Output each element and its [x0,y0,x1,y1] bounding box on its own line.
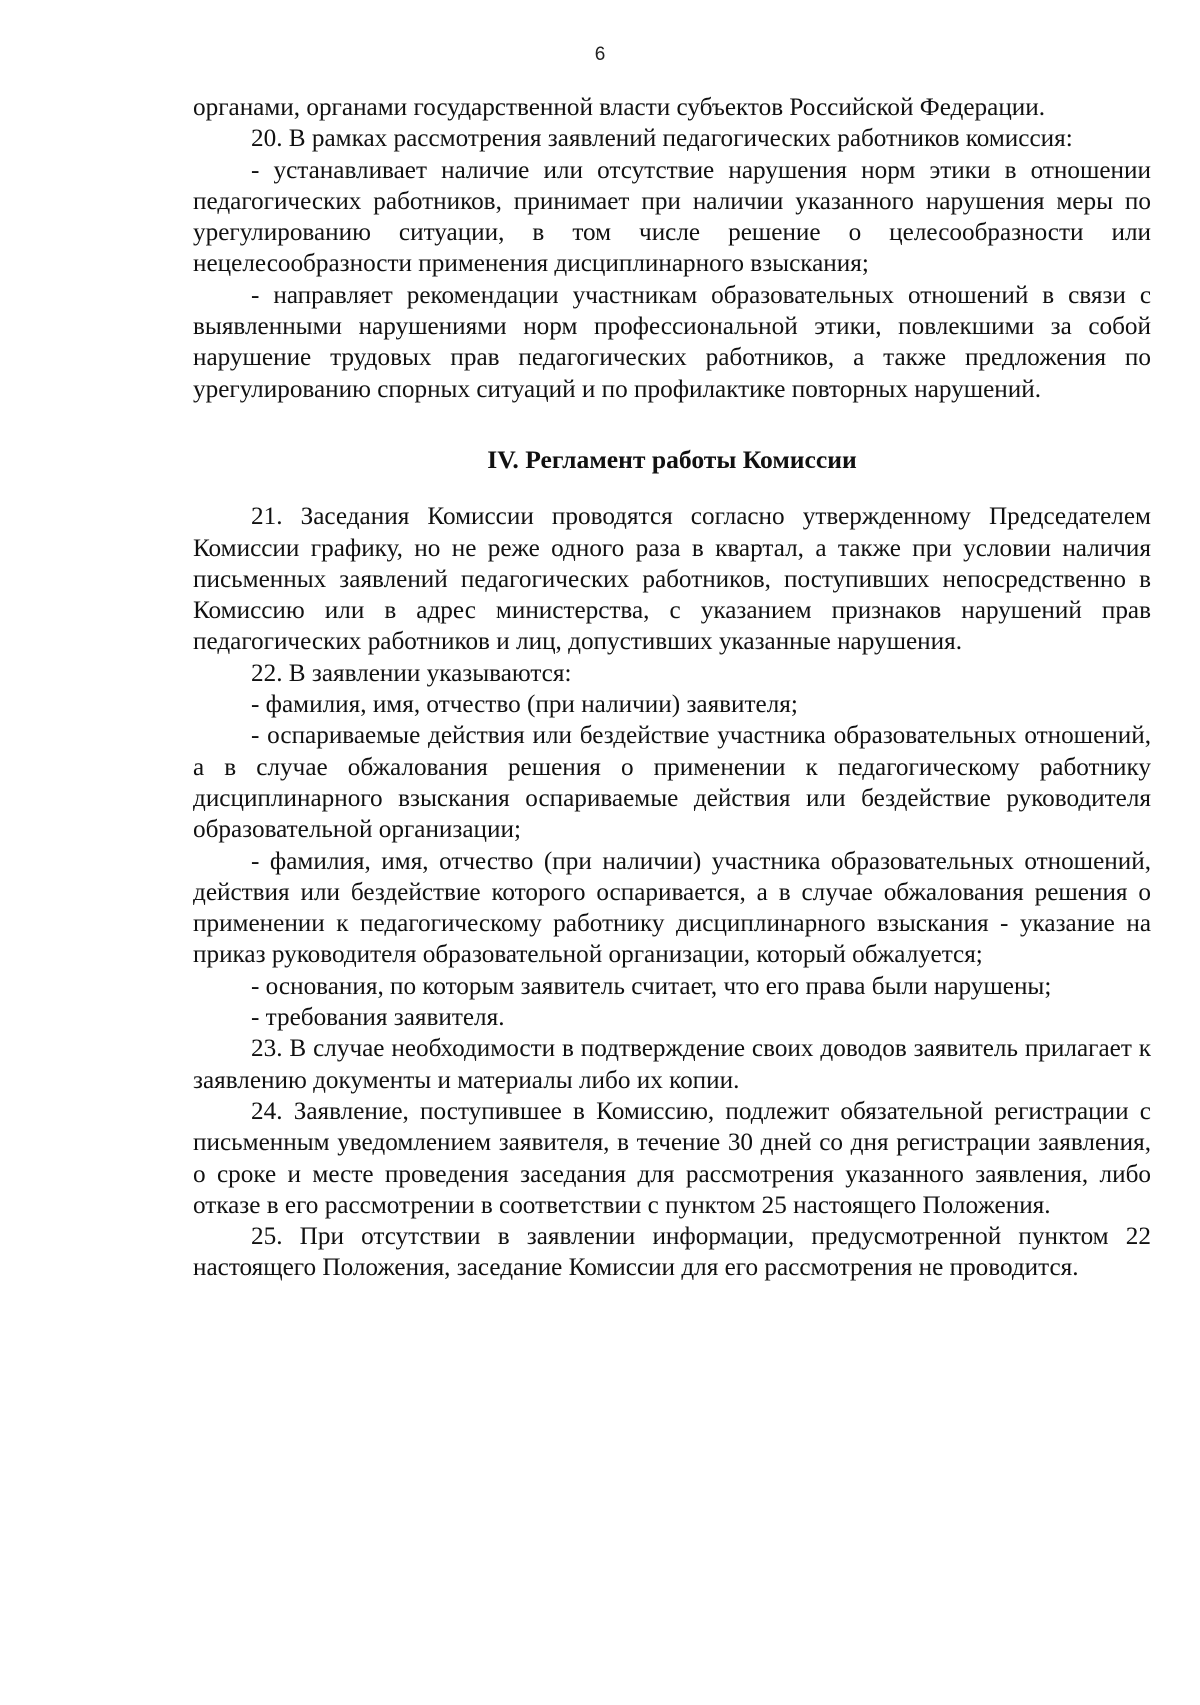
paragraphs-bottom [193,501,1151,1283]
paragraph-item-22: 22. В заявлении указываются: [251,659,572,687]
paragraphs-top [193,92,1151,405]
paragraph-item-25: 25. При отсутствии в заявлении информации, предусмотренной пунктом 22 настоящего Положения, заседание Комиссии для его рассмотрения не проводится. [193,1223,1151,1282]
paragraph-bullet: - фамилия, имя, отчество (при наличии) заявителя; [251,691,798,719]
paragraph-bullet: - направляет рекомендации участникам образовательных отношений в связи с выявленными нарушениями норм профессиональной этики, повлекшими за собой нарушение трудовых прав педагогических работников, а также предложения по урегулированию спорных ситуаций и по профилактике повторных нарушений. [193,281,1151,403]
paragraph-bullet: - оспариваемые действия или бездействие участника образовательных отношений, а в случае обжалования решения о применении к педагогическому работнику дисциплинарного взыскания оспариваемые действия или бездействие руководителя образовательной организации; [193,722,1151,844]
paragraph-bullet: - фамилия, имя, отчество (при наличии) участника образовательных отношений, действия или бездействие которого оспаривается, а в случае обжалования решения о применении к педагогическому работнику дисциплинарного взыскания - указание на приказ руководителя образовательной организации, который обжалуется; [193,847,1151,969]
paragraph-item-21: 21. Заседания Комиссии проводятся согласно утвержденному Председателем Комиссии графику, но не реже одного раза в квартал, а также при условии наличия письменных заявлений педагогических работников, поступивших непосредственно в Комиссию или в адрес министерства, с указанием признаков нарушений прав педагогических работников и лиц, допустивших указанные нарушения. [193,503,1151,656]
document-body [193,92,1151,1284]
paragraph-item-23: 23. В случае необходимости в подтверждение своих доводов заявитель прилагает к заявлению документы и материалы либо их копии. [193,1035,1151,1094]
section-heading: IV. Регламент работы Комиссии [487,444,857,474]
paragraph-item-20: 20. В рамках рассмотрения заявлений педагогических работников комиссия: [251,125,1073,153]
paragraph-bullet: - устанавливает наличие или отсутствие нарушения норм этики в отношении педагогических работников, принимает при наличии указанного нарушения меры по урегулированию ситуации, в том числе решение о целесообразности или нецелесообразности применения дисциплинарного взыскания; [193,156,1151,278]
paragraph-bullet: - основания, по которым заявитель считает, что его права были нарушены; [251,972,1052,1000]
paragraph-continuation: органами, органами государственной власти субъектов Российской Федерации. [193,94,1046,121]
paragraph-bullet: - требования заявителя. [251,1004,505,1032]
paragraph-item-24: 24. Заявление, поступившее в Комиссию, подлежит обязательной регистрации с письменным уведомлением заявителя, в течение 30 дней со дня регистрации заявления, о сроке и месте проведения заседания для рассмотрения указанного заявления, либо отказе в его рассмотрении в соответствии с пунктом 25 настоящего Положения. [193,1097,1151,1219]
page-number: 6 [594,44,606,65]
